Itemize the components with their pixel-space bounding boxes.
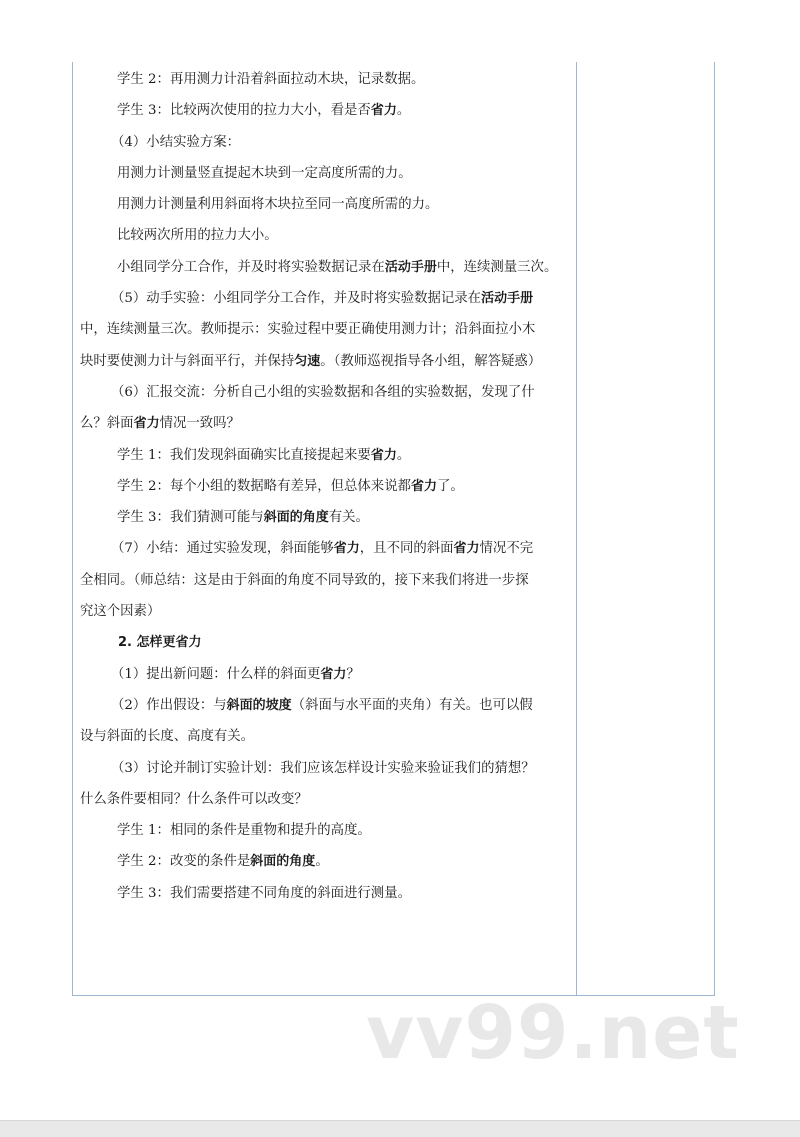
paragraph-line	[80, 189, 572, 220]
paragraph-line	[80, 283, 572, 314]
bold-keyword: 斜面的角度	[263, 510, 329, 526]
text-run: 究这个因素）	[80, 604, 161, 620]
table-column-divider	[576, 62, 577, 996]
text-run: 学生 3：我们需要搭建不同角度的斜面进行测量。	[117, 885, 411, 901]
bold-keyword: 省力	[370, 103, 397, 119]
text-run: 情况不完	[479, 541, 534, 557]
text-run: 学生 2：改变的条件是	[117, 854, 251, 870]
text-run: 了。	[437, 478, 464, 494]
text-run: 全相同。（师总结：这是由于斜面的角度不同导致的，接下来我们将进一步探	[80, 572, 529, 588]
paragraph-line	[80, 314, 572, 345]
paragraph-line	[80, 471, 572, 502]
paragraph-line	[80, 659, 572, 690]
paragraph-line	[80, 252, 572, 283]
text-run: 学生 1：我们发现斜面确实比直接提起来要	[117, 447, 371, 463]
paragraph-line	[80, 815, 572, 846]
text-run: 。	[396, 447, 411, 463]
paragraph-line	[80, 64, 572, 95]
lesson-content	[80, 64, 572, 909]
text-run: 学生 2：再用测力计沿着斜面拉动木块，记录数据。	[117, 72, 425, 87]
paragraph-line	[80, 565, 572, 596]
text-run: （4）小结实验方案：	[111, 134, 241, 150]
text-run: （3）讨论并制订实验计划：我们应该怎样设计实验来验证我们的猜想？	[111, 760, 535, 776]
text-run: 学生 1：相同的条件是重物和提升的高度。	[117, 823, 371, 839]
paragraph-line	[80, 878, 572, 909]
bold-keyword: 匀速	[294, 353, 321, 369]
text-run: （5）动手实验：小组同学分工合作，并及时将实验数据记录在	[111, 291, 482, 307]
paragraph-line	[80, 846, 572, 877]
paragraph-line	[80, 596, 572, 627]
text-run: ，且不同的斜面	[359, 541, 454, 557]
text-run: 情况一致吗？	[159, 416, 240, 432]
viewer-bottom-bar	[0, 1120, 800, 1137]
text-run: 。（教师巡视指导各小组，解答疑惑）	[320, 353, 542, 369]
text-run: 设与斜面的长度、高度有关。	[80, 729, 255, 745]
text-run: 中，连续测量三次。	[436, 259, 558, 275]
text-run: 学生 3：我们猜测可能与	[117, 510, 264, 526]
text-run: 中，连续测量三次。教师提示：实验过程中要正确使用测力计；沿斜面拉小木	[80, 322, 536, 338]
bold-keyword: 省力	[370, 447, 397, 463]
paragraph-line	[80, 127, 572, 158]
paragraph-line	[80, 627, 572, 658]
text-run: 什么条件要相同？什么条件可以改变？	[80, 791, 308, 807]
bold-keyword: 省力	[453, 541, 480, 557]
text-run: （斜面与水平面的夹角）有关。也可以假	[291, 697, 533, 713]
text-run: （2）作出假设：与	[111, 697, 227, 713]
text-run: （1）提出新问题：什么样的斜面更	[111, 666, 321, 682]
bold-keyword: 省力	[333, 541, 360, 557]
paragraph-line	[80, 346, 572, 377]
paragraph-line	[80, 690, 572, 721]
bold-keyword: 省力	[133, 416, 160, 432]
text-run: （7）小结：通过实验发现，斜面能够	[111, 541, 334, 557]
text-run: 么？斜面	[80, 416, 134, 432]
text-run: 学生 3：比较两次使用的拉力大小，看是否	[117, 103, 371, 119]
text-run: 学生 2：每个小组的数据略有差异，但总体来说都	[117, 478, 411, 494]
bold-keyword: 2. 怎样更省力	[118, 635, 202, 651]
bold-keyword: 省力	[410, 478, 437, 494]
paragraph-line	[80, 533, 572, 564]
bold-keyword: 活动手册	[481, 291, 534, 307]
text-run: 。	[315, 854, 329, 870]
bold-keyword: 斜面的坡度	[226, 697, 292, 713]
paragraph-line	[80, 408, 572, 439]
bold-keyword: 斜面的角度	[250, 854, 316, 870]
text-run: 用测力计测量利用斜面将木块拉至同一高度所需的力。	[117, 197, 439, 213]
text-run: 小组同学分工合作，并及时将实验数据记录在	[117, 259, 385, 275]
text-run: ？	[346, 666, 360, 682]
paragraph-line	[80, 95, 572, 126]
paragraph-line	[80, 784, 572, 815]
bold-keyword: 活动手册	[384, 259, 437, 275]
paragraph-line	[80, 502, 572, 533]
paragraph-line	[80, 440, 572, 471]
paragraph-line	[80, 377, 572, 408]
paragraph-line	[80, 158, 572, 189]
text-run: 比较两次所用的拉力大小。	[117, 228, 278, 244]
paragraph-line	[80, 721, 572, 752]
text-run: （6）汇报交流：分析自己小组的实验数据和各组的实验数据，发现了什	[111, 384, 535, 400]
text-run: 有关。	[328, 510, 369, 526]
text-run: 。	[396, 103, 411, 119]
paragraph-line	[80, 220, 572, 251]
watermark: vv99.net	[366, 990, 740, 1076]
text-run: 块时要使测力计与斜面平行，并保持	[80, 353, 295, 369]
paragraph-line	[80, 753, 572, 784]
bold-keyword: 省力	[320, 666, 347, 682]
text-run: 用测力计测量竖直提起木块到一定高度所需的力。	[117, 165, 412, 181]
